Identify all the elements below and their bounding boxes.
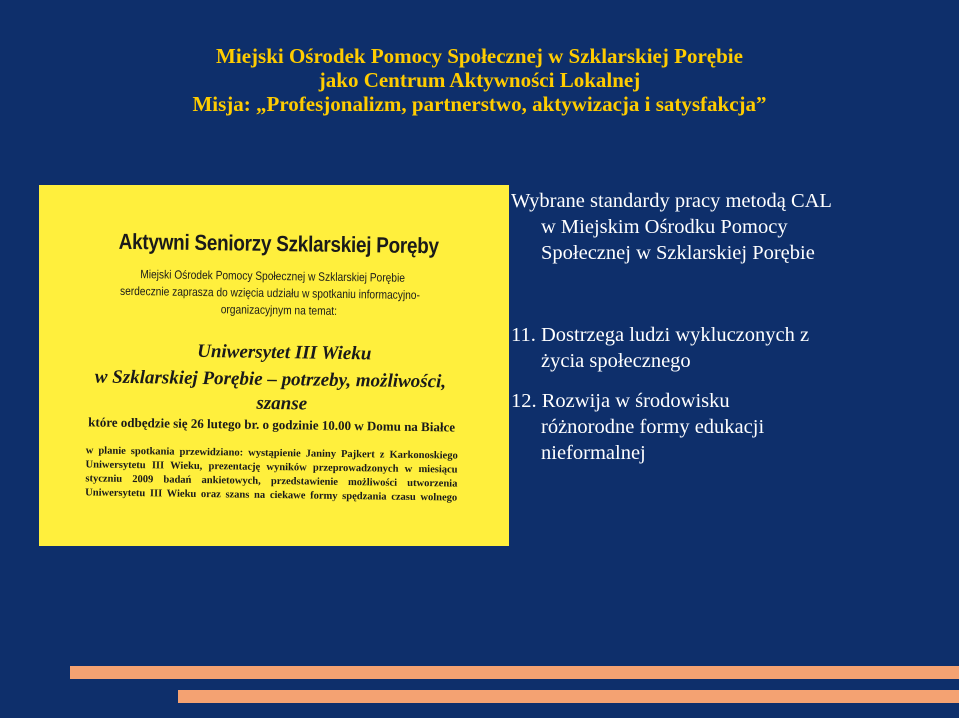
poster-intro-line-2: serdecznie zaprasza do wzięcia udziału w spotkaniu informacyjno- xyxy=(119,283,421,303)
poster-image xyxy=(39,185,509,546)
standard-item-12-line-2: różnorodne formy edukacji xyxy=(541,416,765,438)
poster-desc-line-3: styczniu 2009 badań ankietowych, przedstawienie możliwości utworzenia xyxy=(85,473,458,490)
header-line-2: jako Centrum Aktywności Lokalnej xyxy=(318,68,641,92)
standards-heading-line-3: Społecznej w Szklarskiej Porębie xyxy=(541,242,815,264)
header-line-3: Misja: „Profesjonalizm, partnerstwo, aktywizacja i satysfakcja” xyxy=(192,92,767,116)
standard-item-12-line-1: 12. Rozwija w środowisku xyxy=(511,390,730,412)
decorative-bar-top xyxy=(70,666,959,679)
poster-topic-line-2: w Szklarskiej Porębie – potrzeby, możliwości, xyxy=(94,366,447,393)
poster-topic-line-1: Uniwersytet III Wieku xyxy=(197,340,372,365)
poster-date-line: które odbędzie się 26 lutego br. o godzinie 10.00 w Domu na Białce xyxy=(88,414,456,435)
standards-heading-line-1: Wybrane standardy pracy metodą CAL xyxy=(511,190,832,212)
poster-topic-line-3: szanse xyxy=(256,392,308,415)
standards-panel xyxy=(511,188,951,466)
header-line-1: Miejski Ośrodek Pomocy Społecznej w Szklarskiej Porębie xyxy=(216,44,743,68)
slide-header xyxy=(0,44,959,116)
poster-content xyxy=(39,185,509,546)
poster-intro-line-3: organizacyjnym na temat: xyxy=(220,302,338,318)
standard-item-11-line-2: życia społecznego xyxy=(541,350,691,372)
poster-description xyxy=(85,444,458,505)
poster-desc-line-2: Uniwersytetu III Wieku, prezentację wyników przeprowadzonych w miesiącu xyxy=(85,459,458,476)
standard-item-11-line-1: 11. Dostrzega ludzi wykluczonych z xyxy=(511,324,810,346)
standards-heading-line-2: w Miejskim Ośrodku Pomocy xyxy=(541,216,788,238)
poster-desc-line-4: Uniwersytetu III Wieku oraz szans na ciekawe formy spędzania czasu wolnego xyxy=(85,487,458,504)
poster-desc-line-1: w planie spotkania przewidziano: wystąpienie Janiny Pajkert z Karkonoskiego xyxy=(85,445,458,462)
poster-title: Aktywni Seniorzy Szklarskiej Poręby xyxy=(118,228,439,259)
poster-intro-line-1: Miejski Ośrodek Pomocy Społecznej w Szklarskiej Porębie xyxy=(140,267,406,285)
standards-list xyxy=(511,322,951,466)
decorative-bar-bottom xyxy=(178,690,959,703)
standard-item-12-line-3: nieformalnej xyxy=(541,442,646,464)
